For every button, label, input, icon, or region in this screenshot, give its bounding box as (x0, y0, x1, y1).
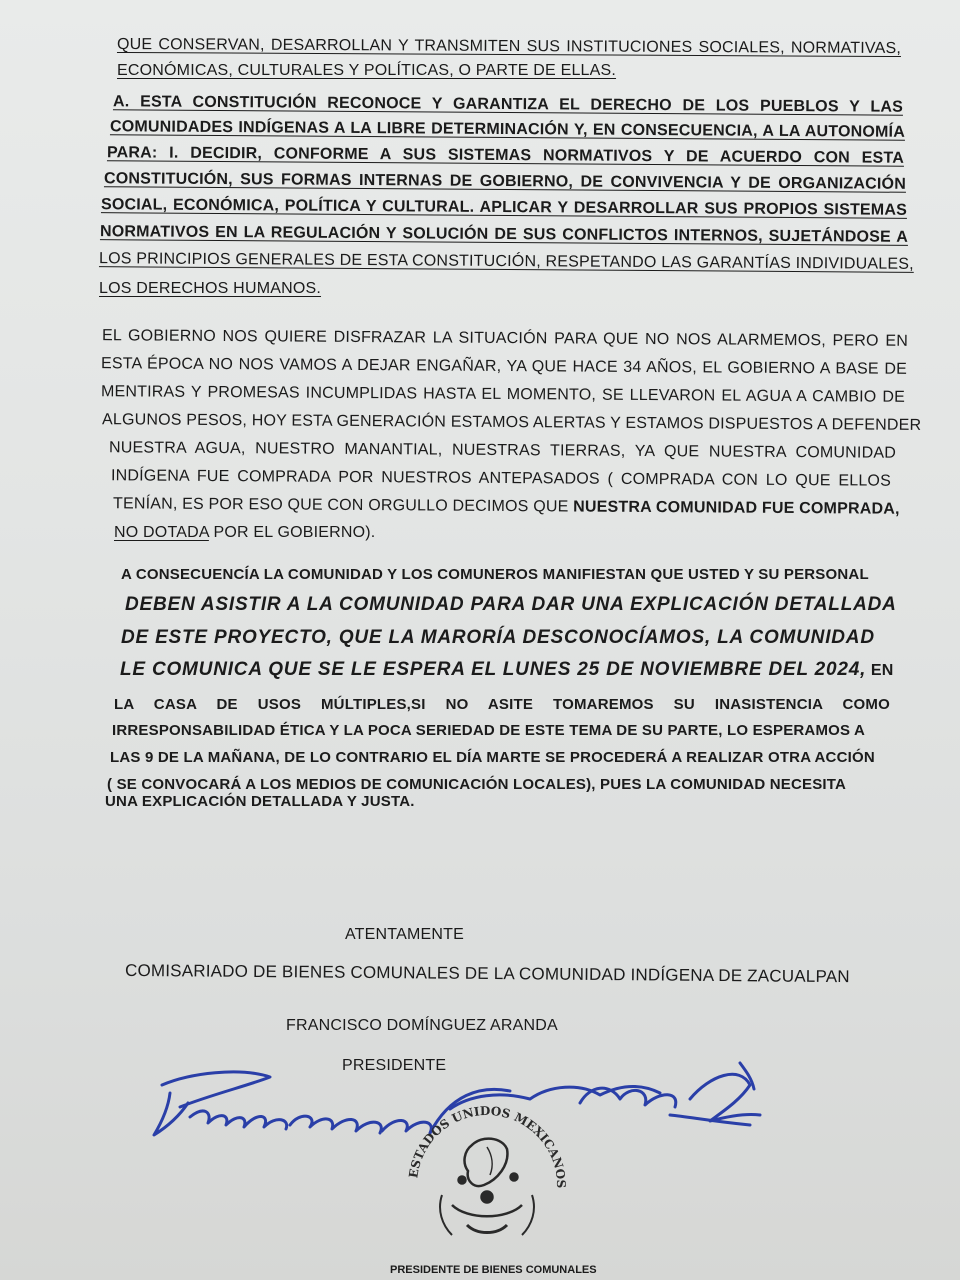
no-dotada-phrase: NO DOTADA (114, 524, 209, 541)
official-seal (392, 1085, 582, 1265)
footer-caption: PRESIDENTE DE BIENES COMUNALES (390, 1264, 597, 1276)
paragraph-2-line-3: MENTIRAS Y PROMESAS INCUMPLIDAS HASTA EL MOMENTO, SE LLEVARON EL AGUA A CAMBIO DE (100, 383, 906, 406)
intro-line-2: ECONÓMICAS, CULTURALES Y POLÍTICAS, O PARTE DE ELLAS. (117, 62, 617, 79)
paragraph-2-line-1: EL GOBIERNO NOS QUIERE DISFRAZAR LA SITUACIÓN PARA QUE NO NOS ALARMEMOS, PERO EN (101, 327, 909, 350)
article-a-line-1: A. ESTA CONSTITUCIÓN RECONOCE Y GARANTIZA EL DERECHO DE LOS PUEBLOS Y LAS (112, 93, 904, 116)
paragraph-3-line-1: A CONSECUENCÍA LA COMUNIDAD Y LOS COMUNEROS MANIFIESTAN QUE USTED Y SU PERSONAL (121, 566, 869, 583)
closing-role: PRESIDENTE (342, 1057, 447, 1074)
paragraph-2-line-5: NUESTRA AGUA, NUESTRO MANANTIAL, NUESTRAS TIERRAS, YA QUE NUESTRA COMUNIDAD (108, 439, 897, 462)
article-a-line-3: PARA: I. DECIDIR, CONFORME A SUS SISTEMAS NORMATIVOS Y DE ACUERDO CON ESTA (106, 144, 905, 167)
paragraph-2-line-8-rest: POR EL GOBIERNO). (208, 524, 376, 541)
svg-text:ESTADOS UNIDOS MEXICANOS (406, 1104, 568, 1188)
paragraph-2-line-2: ESTA ÉPOCA NO NOS VAMOS A DEJAR ENGAÑAR, YA QUE HACE 34 AÑOS, EL GOBIERNO A BASE DE (100, 355, 908, 378)
closing-atentamente: ATENTAMENTE (345, 926, 464, 943)
article-a-line-6: NORMATIVOS EN LA REGULACIÓN Y SOLUCIÓN DE SUS CONFLICTOS INTERNOS, SUJETÁNDOSE A (99, 223, 909, 246)
paragraph-2-line-6: INDÍGENA FUE COMPRADA POR NUESTROS ANTEPASADOS ( COMPRADA CON LO QUE ELLOS (110, 467, 892, 490)
paragraph-2-line-8 (114, 524, 375, 542)
meeting-date-phrase: LE COMUNICA QUE SE LE ESPERA EL LUNES 25 DE NOVIEMBRE DEL 2024, (120, 659, 867, 680)
article-a-line-5: SOCIAL, ECONÓMICA, POLÍTICA Y CULTURAL. APLICAR Y DESARROLLAR SUS PROPIOS SISTEMAS (100, 196, 908, 219)
paragraph-3-line-5: ( SE CONVOCARÁ A LOS MEDIOS DE COMUNICACIÓN LOCALES), PUES LA COMUNIDAD NECESITA (107, 776, 847, 793)
paragraph-3-big-2: DE ESTE PROYECTO, QUE LA MARORÍA DESCONOCÍAMOS, LA COMUNIDAD (121, 627, 875, 648)
paragraph-3-line-3: IRRESPONSABILIDAD ÉTICA Y LA POCA SERIEDAD DE ESTE TEMA DE SU PARTE, LO ESPERAMOS A (112, 722, 866, 739)
paragraph-2-line-7 (113, 495, 900, 518)
article-a-line-8: LOS DERECHOS HUMANOS. (99, 280, 322, 297)
paragraph-3-line-2: LA CASA DE USOS MÚLTIPLES,SI NO ASITE TOMAREMOS SU INASISTENCIA COMO (114, 696, 890, 713)
seal-legend: ESTADOS UNIDOS MEXICANOS (406, 1103, 569, 1189)
paragraph-2-line-7-text: TENÍAN, ES POR ESO QUE CON ORGULLO DECIMOS QUE (112, 495, 569, 516)
article-a-line-7: LOS PRINCIPIOS GENERALES DE ESTA CONSTITUCIÓN, RESPETANDO LAS GARANTÍAS INDIVIDUALES, (98, 250, 914, 273)
article-a-line-4: CONSTITUCIÓN, SUS FORMAS INTERNAS DE GOBIERNO, DE CONVIVENCIA Y DE ORGANIZACIÓN (103, 170, 907, 193)
paragraph-3-line-6: UNA EXPLICACIÓN DETALLADA Y JUSTA. (105, 793, 415, 810)
bold-phrase: NUESTRA COMUNIDAD FUE COMPRADA, (573, 498, 900, 518)
closing-name: FRANCISCO DOMÍNGUEZ ARANDA (286, 1017, 558, 1034)
closing-organization: COMISARIADO DE BIENES COMUNALES DE LA COMUNIDAD INDÍGENA DE ZACUALPAN (124, 960, 850, 987)
paragraph-2-line-4: ALGUNOS PESOS, HOY ESTA GENERACIÓN ESTAMOS ALERTAS Y ESTAMOS DISPUESTOS A DEFENDER (101, 411, 922, 434)
intro-line-1: QUE CONSERVAN, DESARROLLAN Y TRANSMITEN SUS INSTITUCIONES SOCIALES, NORMATIVAS, (116, 35, 902, 58)
article-a-line-2: COMUNIDADES INDÍGENAS A LA LIBRE DETERMINACIÓN Y, EN CONSECUENCIA, A LA AUTONOMÍA (109, 118, 906, 141)
paragraph-3-big-3-tail: EN (866, 662, 894, 679)
paragraph-3-big-1: DEBEN ASISTIR A LA COMUNIDAD PARA DAR UNA EXPLICACIÓN DETALLADA (125, 594, 897, 615)
paragraph-3-big-3-row (120, 659, 893, 681)
paragraph-3-line-4: LAS 9 DE LA MAÑANA, DE LO CONTRARIO EL DÍA MARTE SE PROCEDERÁ A REALIZAR OTRA ACCIÓN (110, 749, 875, 766)
